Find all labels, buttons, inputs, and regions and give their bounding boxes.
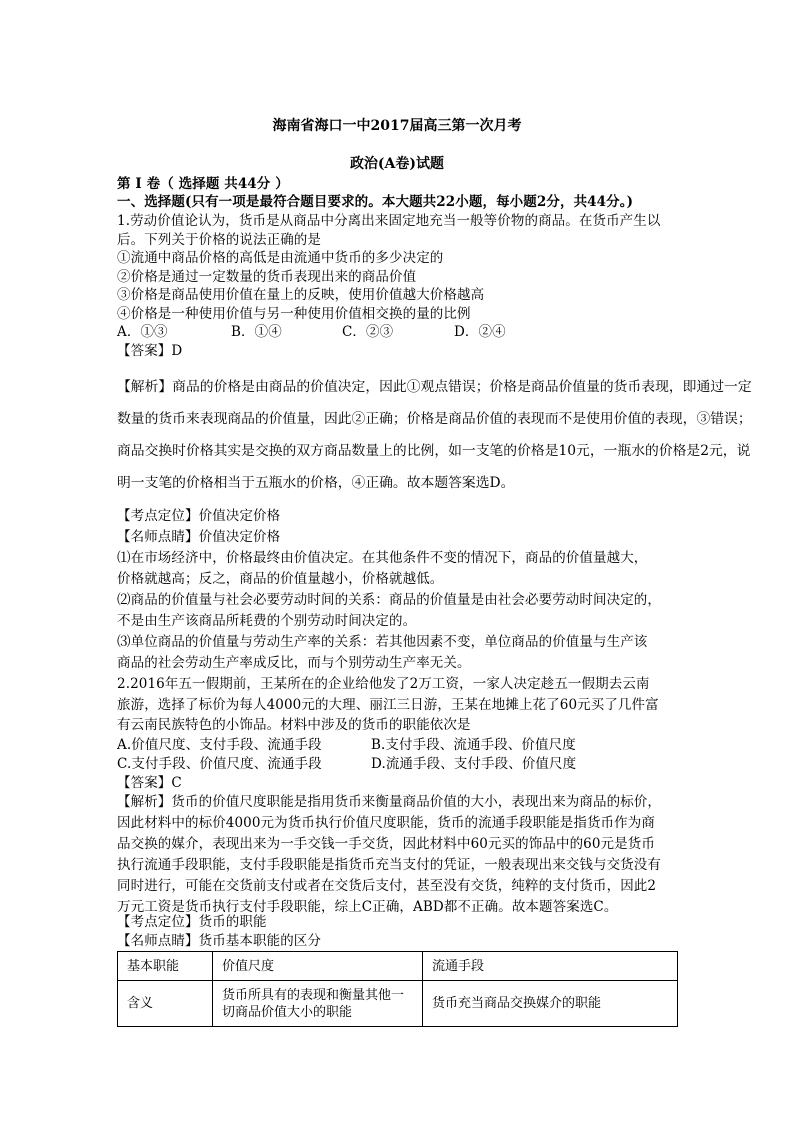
q1-statement: ①流通中商品价格的高低是由流通中货币的多少决定的 (117, 250, 444, 266)
section-instructions: 一、选择题(只有一项是最符合题目要求的。本大题共22小题，每小题2分，共44分。) (117, 194, 634, 210)
table-cell: 货币所具有的表现和衡量其他一切商品价值大小的职能 (213, 981, 423, 1027)
q1-analysis-line: 【解析】商品的价格是由商品的价值决定，因此①观点错误；价格是商品价值量的货币表现，即通过一定 (117, 379, 752, 395)
table-header-row (118, 952, 678, 981)
q1-answer: 【答案】D (117, 343, 183, 359)
q1-statement: ③价格是商品使用价值在量上的反映，使用价值越大价格越高 (117, 287, 485, 303)
q1-analysis-line: 数量的货币来表现商品的价值量，因此②正确；价格是商品价值的表现而不是使用价值的表现，③错误； (117, 411, 752, 427)
q2-analysis-line: 【解析】货币的价值尺度职能是指用货币来衡量商品价值的大小，表现出来为商品的标价， (117, 794, 661, 810)
table-cell: 含义 (118, 981, 213, 1027)
q1-option-c: C．②③ (342, 324, 394, 340)
q1-analysis-line: 商品交换时价格其实是交换的双方商品数量上的比例，如一支笔的价格是10元，一瓶水的价格是2元，说 (117, 443, 751, 459)
q2-option-a: A.价值尺度、支付手段、流通手段 (117, 737, 322, 753)
q1-kaodian: 【考点定位】价值决定价格 (117, 508, 281, 524)
page-title: 海南省海口一中2017届高三第一次月考 (272, 118, 522, 134)
q1-statement: ④价格是一种使用价值与另一种使用价值相交换的量的比例 (117, 306, 471, 322)
q2-kaodian: 【考点定位】货币的职能 (117, 914, 267, 930)
section-heading: 第 Ⅰ 卷（ 选择题 共44分 ） (117, 176, 289, 192)
q2-analysis-line: 因此材料中的标价4000元为货币执行价值尺度职能，货币的流通手段职能是指货币作为商 (117, 815, 655, 831)
q2-answer: 【答案】C (117, 775, 182, 791)
q1-mingshi-title: 【名师点睛】价值决定价格 (117, 529, 281, 545)
q1-mingshi-line: ⑴在市场经济中，价格最终由价值决定。在其他条件不变的情况下，商品的价值量越大， (117, 550, 648, 566)
table-header-cell: 基本职能 (118, 952, 213, 981)
q1-mingshi-line: 不是由生产该商品所耗费的个别劳动时间决定的。 (117, 613, 417, 629)
q2-analysis-line: 执行流通手段职能，支付手段职能是指货币充当支付的凭证，一般表现出来交钱与交货没有 (117, 857, 661, 873)
page-subtitle: 政治(A卷)试题 (349, 156, 445, 172)
table-cell: 货币充当商品交换媒介的职能 (423, 981, 678, 1027)
q2-analysis-line: 品交换的媒介，表现出来为一手交钱一手交货，因此材料中60元买的饰品中的60元是货币 (117, 836, 655, 852)
q1-mingshi-line: ⑵商品的价值量与社会必要劳动时间的关系：商品的价值量是由社会必要劳动时间决定的， (117, 592, 661, 608)
q2-stem-line: 2.2016年五一假期前，王某所在的企业给他发了2万工资，一家人决定趁五一假期去云南 (117, 676, 650, 692)
table-header-cell: 流通手段 (423, 952, 678, 981)
q1-statement: ②价格是通过一定数量的货币表现出来的商品价值 (117, 269, 417, 285)
q1-stem-line: 后。下列关于价格的说法正确的是 (117, 232, 321, 248)
q1-option-d: D．②④ (454, 324, 506, 340)
q2-stem-line: 旅游，选择了标价为每人4000元的大理、丽江三日游，王某在地摊上花了60元买了几件富 (117, 697, 659, 713)
q1-option-a: A．①③ (117, 324, 168, 340)
q1-stem-line: 1.劳动价值论认为，货币是从商品中分离出来固定地充当一般等价物的商品。在货币产生以 (117, 213, 661, 229)
q2-option-d: D.流通手段、支付手段、价值尺度 (371, 756, 577, 772)
q2-analysis-line: 万元工资是货币执行支付手段职能，综上C正确，ABD都不正确。故本题答案选C。 (117, 899, 618, 915)
q1-mingshi-line: 价格就越高；反之，商品的价值量越小，价格就越低。 (117, 571, 444, 587)
q2-option-c: C.支付手段、价值尺度、流通手段 (117, 756, 322, 772)
q2-analysis-line: 同时进行，可能在交货前支付或者在交货后支付，甚至没有交货，纯粹的支付货币，因此2 (117, 878, 657, 894)
q2-stem-line: 有云南民族特色的小饰品。材料中涉及的货币的职能依次是 (117, 717, 471, 733)
table-row (118, 981, 678, 1027)
q2-option-b: B.支付手段、流通手段、价值尺度 (371, 737, 576, 753)
q1-option-b: B．①④ (231, 324, 282, 340)
money-functions-table (117, 951, 678, 1027)
q1-analysis-line: 明一支笔的价格相当于五瓶水的价格，④正确。故本题答案选D。 (117, 475, 515, 491)
q2-mingshi-title: 【名师点睛】货币基本职能的区分 (117, 933, 321, 949)
q1-mingshi-line: ⑶单位商品的价值量与劳动生产率的关系：若其他因素不变，单位商品的价值量与生产该 (117, 634, 648, 650)
table-header-cell: 价值尺度 (213, 952, 423, 981)
q1-mingshi-line: 商品的社会劳动生产率成反比，而与个别劳动生产率无关。 (117, 655, 471, 671)
